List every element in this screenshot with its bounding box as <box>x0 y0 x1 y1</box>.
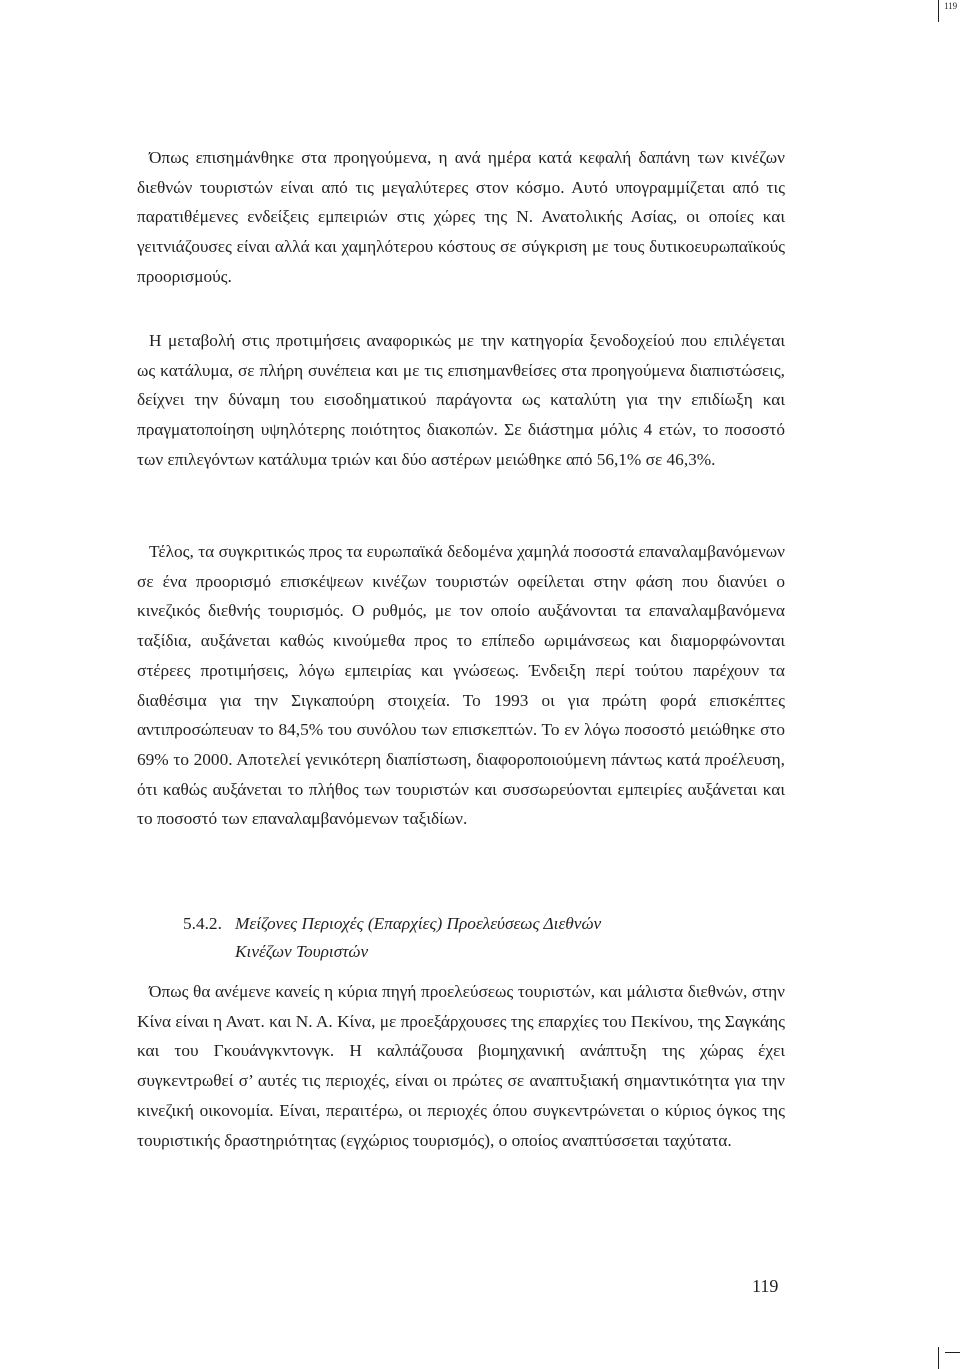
paragraph-text: Τέλος, τα συγκριτικώς προς τα ευρωπαϊκά δεδομένα χαμηλά ποσοστά επαναλαμβανόμενων σε ένα προορισμό επισκέψεων κινέζων τουριστών οφείλεται στην φάση που διανύει ο κινεζικός διεθνής τουρισμός. Ο ρυθμός, με τον οποίο αυξάνονται τα επαναλαμβανόμενα ταξίδια, αυξάνεται καθώς κινούμεθα προς το επίπεδο ωριμάνσεως και διαμορφώνονται στέρεες προτιμήσεις, λόγω εμπειρίας και γνώσεως. Ένδειξη περί τούτου παρέχουν τα διαθέσιμα για την Σιγκαπούρη στοιχεία. Το 1993 οι για πρώτη φορά επισκέπτες αντιπροσώπευαν το 84,5% του συνόλου των επισκεπτών. Το εν λόγω ποσοστό μειώθηκε στο 69% το 2000. Αποτελεί γενικότερη διαπίστωση, διαφοροποιούμενη πάντως κατά προέλευση, ότι καθώς αυξάνεται το πλήθος των τουριστών και συσσωρεύονται εμπειρίες αυξάνεται και το ποσοστό των επαναλαμβανόμενων ταξιδίων. <box>137 542 785 829</box>
paragraph-text: Η μεταβολή στις προτιμήσεις αναφορικώς με την κατηγορία ξενοδοχείού που επιλέγεται ως κατάλυμα, σε πλήρη συνέπεια και με τις επισημανθείσες στα προηγούμενα διαπιστώσεις, δείχνει την δύναμη του εισοδηματικού παράγοντα ως καταλύτη για την επιδίωξη και πραγματοποίηση υψηλότερης ποιότητος διακοπών. Σε διάστημα μόλις 4 ετών, το ποσοστό των επιλεγόντων κατάλυμα τριών και δύο αστέρων μειώθηκε από 56,1% σε 46,3%. <box>137 331 785 469</box>
crop-mark-bottom-horizontal <box>945 1352 960 1353</box>
section-title-line-1: Μείζονες Περιοχές (Επαρχίες) Προελεύσεως Διεθνών <box>235 914 602 933</box>
body-paragraph-3 <box>137 537 785 834</box>
body-paragraph-1 <box>137 143 785 292</box>
section-title-line-2: Κινέζων Τουριστών <box>235 942 369 961</box>
body-paragraph-4 <box>137 977 785 1155</box>
crop-mark-bottom-vertical <box>938 1347 939 1369</box>
paragraph-text: Όπως επισημάνθηκε στα προηγούμενα, η ανά ημέρα κατά κεφαλή δαπάνη των κινέζων διεθνών τουριστών είναι από τις μεγαλύτερες στον κόσμο. Αυτό υπογραμμίζεται από τις παρατιθέμενες ενδείξεις εμπειριών στις χώρες της Ν. Ανατολικής Ασίας, οι οποίες και γειτνιάζουσες είναι αλλά και χαμηλότερου κόστους σε σύγκριση με τους δυτικοευρωπαϊκούς προορισμούς. <box>137 148 785 286</box>
footer-page-number: 119 <box>752 1276 779 1296</box>
crop-mark-top-vertical <box>938 0 939 22</box>
header-page-number: 119 <box>944 1 958 11</box>
body-paragraph-2 <box>137 326 785 475</box>
paragraph-text: Όπως θα ανέμενε κανείς η κύρια πηγή προελεύσεως τουριστών, και μάλιστα διεθνών, στην Κίνα είναι η Ανατ. και Ν. Α. Κίνα, με προεξάρχουσες της επαρχίες του Πεκίνου, της Σαγκάης και του Γκουάνγκντονγκ. Η καλπάζουσα βιομηχανική ανάπτυξη της χώρας έχει συγκεντρωθεί σ’ αυτές τις περιοχές, είναι οι πρώτες σε αναπτυξιακή σημαντικότητα για την κινεζική οικονομία. Είναι, περαιτέρω, οι περιοχές όπου συγκεντρώνεται ο κύριος όγκος της τουριστικής δραστηριότητας (εγχώριος τουρισμός), ο οποίος αναπτύσσεται ταχύτατα. <box>137 982 785 1150</box>
section-heading <box>183 910 743 966</box>
section-number: 5.4.2. <box>183 914 222 933</box>
